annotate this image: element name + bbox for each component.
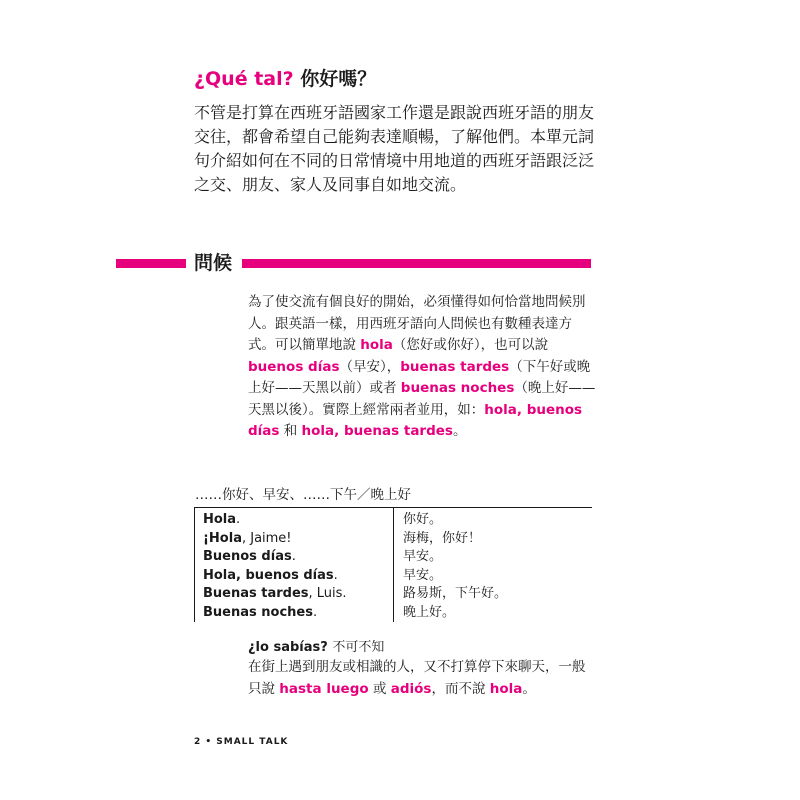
page-footer: 2 • SMALL TALK — [194, 737, 289, 747]
para-text: 為了使交流有個良好的開始，必須懂得如何恰當地問候別人。跟英語一樣，用西班牙語向人問候也有數種表達方式。可以簡單地說 — [248, 294, 586, 353]
spanish-rest: . — [333, 567, 338, 583]
section-heading: 問候 — [194, 252, 233, 274]
tip-title — [248, 636, 384, 655]
term-adios: adiós — [390, 680, 432, 697]
spanish-phrase: ¡Hola — [203, 530, 242, 546]
chinese-cell: 早安。 — [403, 567, 443, 583]
tip-paragraph — [248, 657, 598, 700]
spanish-cell — [195, 548, 394, 567]
tip-text: ，而不說 — [431, 680, 490, 697]
term-combo-2: hola, buenas tardes — [301, 423, 453, 439]
spanish-phrase: Buenos días — [203, 549, 292, 564]
chinese-cell: 你好。 — [403, 512, 443, 527]
tip-text: 在街上遇到朋友或相識的人，又不打算停下來聊天，一般只說 — [248, 659, 586, 697]
spanish-phrase: Buenas noches — [203, 604, 313, 620]
chinese-cell: 路易斯，下午好。 — [403, 586, 508, 601]
section-bar-left — [116, 259, 186, 268]
para-text: （下午好或晚上好——天黑以前）或者 — [248, 358, 591, 396]
table-row — [195, 548, 593, 567]
spanish-cell — [195, 567, 394, 586]
term-hasta-luego: hasta luego — [279, 680, 369, 697]
term-hola: hola — [360, 337, 393, 353]
tip-title-spanish: ¿lo sabías? — [248, 640, 328, 655]
table-row — [195, 585, 593, 604]
para-text: 和 — [279, 423, 302, 439]
page-title-chinese: 你好嗎？ — [300, 68, 377, 90]
phrase-table — [194, 507, 592, 622]
phrase-table-heading: ……你好、早安、……下午／晚上好 — [195, 487, 411, 503]
term-combo-1: hola, buenos días — [248, 401, 583, 439]
para-text: 。 — [452, 423, 467, 439]
para-text: （晚上好——天黑以後）。實際上經常兩者並用，如： — [248, 380, 596, 418]
spanish-cell — [195, 585, 394, 604]
term-buenas-noches: buenas noches — [400, 380, 515, 396]
page-title — [194, 64, 376, 91]
table-row — [195, 508, 593, 530]
chinese-cell: 海梅，你好！ — [403, 530, 482, 546]
para-text: （您好或你好），也可以說 — [392, 337, 549, 353]
chinese-cell: 早安。 — [403, 549, 443, 564]
table-row — [195, 530, 593, 549]
spanish-rest: , Luis. — [308, 586, 347, 601]
spanish-phrase: Buenas tardes — [203, 586, 309, 601]
spanish-cell — [195, 508, 394, 530]
spanish-rest: . — [236, 512, 241, 527]
spanish-phrase: Hola — [203, 512, 237, 527]
tip-text: 或 — [368, 680, 391, 697]
term-buenos-dias: buenos días — [248, 358, 340, 375]
section-bar-right — [242, 259, 591, 268]
tip-text: 。 — [522, 680, 536, 697]
greeting-paragraph — [248, 292, 598, 443]
page-title-spanish: ¿Qué tal? — [194, 68, 294, 90]
intro-paragraph: 不管是打算在西班牙語國家工作還是跟說西班牙語的朋友交往，都會希望自己能夠表達順暢，了解他們。本單元詞句介紹如何在不同的日常情境中用地道的西班牙語跟泛泛之交、朋友、家人及同事自如地交流。 — [194, 103, 595, 194]
spanish-cell — [195, 604, 394, 623]
para-text: （早安）， — [339, 358, 401, 375]
spanish-phrase: Hola, buenos días — [203, 567, 334, 583]
tip-title-chinese: 不可不知 — [332, 640, 385, 655]
spanish-cell — [195, 530, 394, 549]
spanish-rest: . — [312, 604, 318, 620]
term-hola-tip: hola — [489, 680, 523, 697]
chinese-cell: 晚上好。 — [403, 604, 456, 620]
table-row — [195, 567, 593, 586]
table-row — [195, 604, 593, 623]
term-buenas-tardes: buenas tardes — [400, 358, 510, 375]
spanish-rest: . — [291, 549, 296, 564]
spanish-rest: , Jaime! — [241, 530, 292, 546]
